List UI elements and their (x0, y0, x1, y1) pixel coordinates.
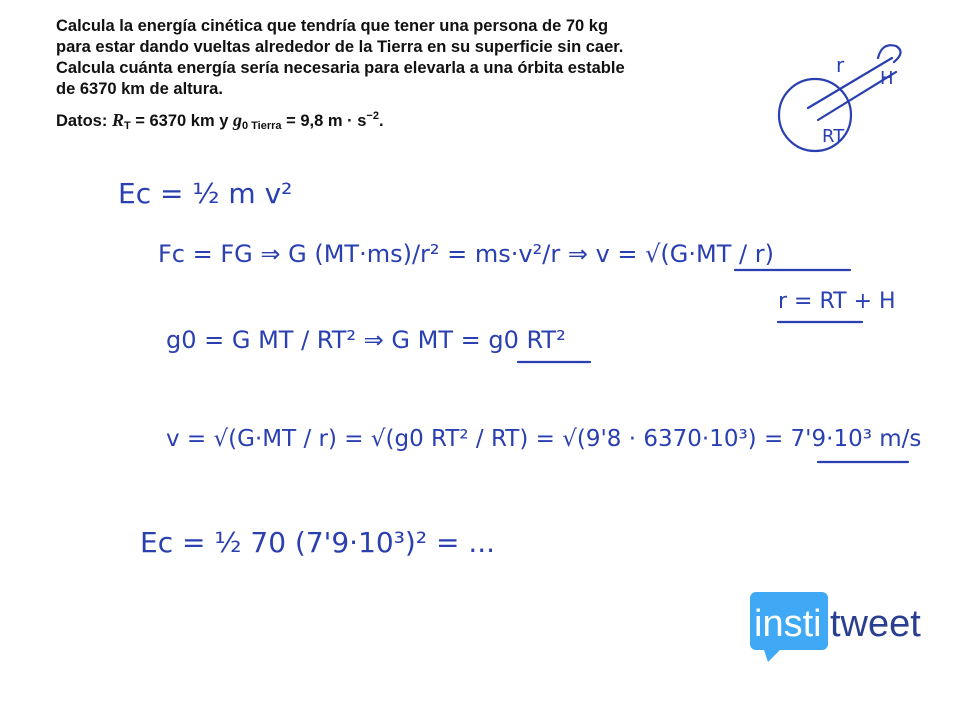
problem-line-1: Calcula la energía cinética que tendría que tener una persona de 70 kg (56, 17, 609, 35)
logo-tweet: tweet (830, 603, 921, 645)
g-subscript: 0 Tierra (241, 120, 282, 132)
diagram-r-label: r (836, 53, 845, 77)
problem-line-4: de 6370 km de altura. (56, 80, 223, 98)
earth-diagram (779, 45, 901, 151)
rt-subscript: T (123, 120, 131, 132)
g-end: . (378, 112, 384, 130)
diagram-h-label: H (880, 68, 894, 89)
equation-gravity: g0 = G MT / RT² ⇒ G MT = g0 RT² (166, 326, 566, 354)
g-exponent: −2 (366, 110, 379, 122)
equation-radius: r = RT + H (778, 289, 896, 314)
g-value: = 9,8 m · s (281, 112, 367, 130)
equation-kinetic-energy: Ec = ½ m v² (118, 177, 293, 210)
problem-line-3: Calcula cuánta energía sería necesaria para elevarla a una órbita estable (56, 59, 625, 77)
institweet-logo (746, 586, 956, 668)
equation-force-balance: Fc = FG ⇒ G (MT·ms)/r² = ms·v²/r ⇒ v = √(G·MT / r) (158, 240, 774, 268)
rt-value: = 6370 km y (130, 112, 233, 130)
diagram-rt-label: RT (822, 126, 845, 147)
equation-kinetic-energy-value: Ec = ½ 70 (7'9·10³)² = ... (140, 526, 496, 559)
equation-velocity: v = √(G·MT / r) = √(g0 RT² / RT) = √(9'8 · 6370·10³) = 7'9·10³ m/s (166, 426, 922, 452)
logo-bubble-tail (764, 650, 780, 662)
datos-label: Datos: (56, 112, 108, 130)
logo-insti: insti (754, 603, 822, 645)
g-symbol: g (232, 110, 242, 130)
rt-symbol: R (111, 110, 124, 130)
problem-line-2: para estar dando vueltas alrededor de la Tierra en su superficie sin caer. (56, 38, 624, 56)
